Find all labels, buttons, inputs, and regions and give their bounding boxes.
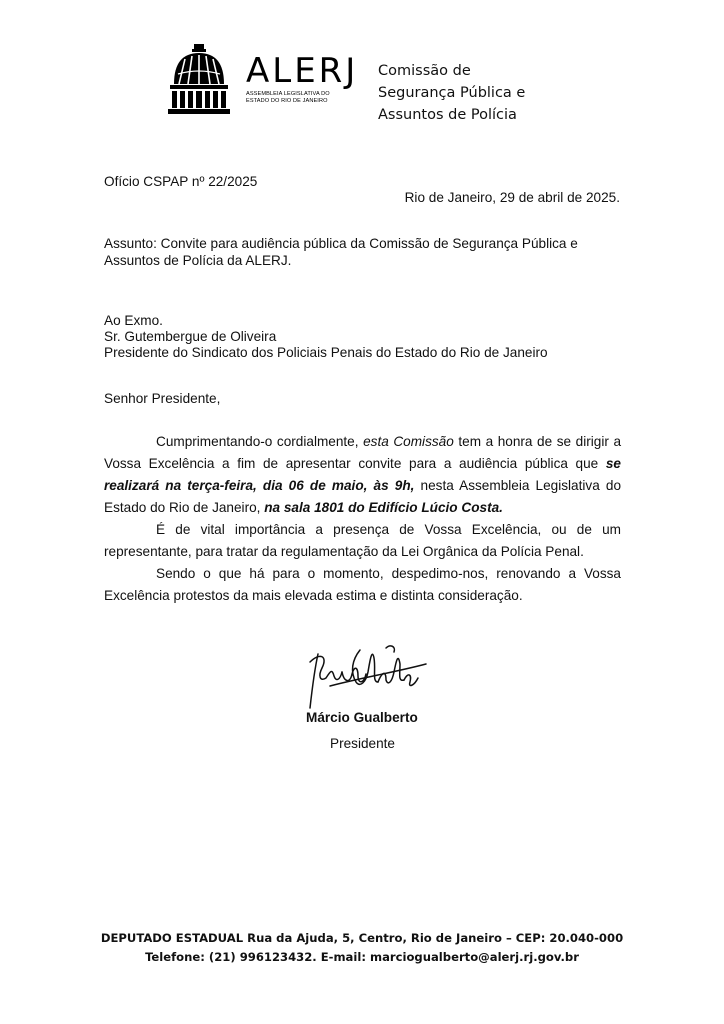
brand-block <box>246 51 359 105</box>
paragraph-closing: Sendo o que há para o momento, despedimo-nos, renovando a Vossa Excelência protestos da mais elevada estima e distinta consideração. <box>104 566 621 603</box>
salutation: Senhor Presidente, <box>104 391 221 406</box>
subject-line2: Assuntos de Polícia da ALERJ. <box>104 253 292 268</box>
office-reference: Ofício CSPAP nº 22/2025 <box>104 174 258 189</box>
paragraph-invitation <box>104 431 621 519</box>
handwritten-signature <box>300 642 428 716</box>
footer-address: DEPUTADO ESTADUAL Rua da Ajuda, 5, Centro, Rio de Janeiro – CEP: 20.040-000 <box>100 931 624 945</box>
commission-line3: Assuntos de Polícia <box>378 107 517 123</box>
date-line: Rio de Janeiro, 29 de abril de 2025. <box>404 190 620 205</box>
recipient-line2: Sr. Gutembergue de Oliveira <box>104 329 277 344</box>
brand-name: ALERJ <box>246 51 359 91</box>
p1-text-date: se realizará na terça-feira, dia 06 de maio, às 9h, <box>104 456 621 493</box>
alerj-dome-logo-icon <box>168 44 230 114</box>
p1-text-room: na sala 1801 do Edifício Lúcio Costa. <box>264 500 503 515</box>
recipient-line3: Presidente do Sindicato dos Policiais Penais do Estado do Rio de Janeiro <box>104 345 548 360</box>
p1-text-a: Cumprimentando-o cordialmente, <box>156 434 364 449</box>
commission-line2: Segurança Pública e <box>378 85 526 101</box>
signer-title: Presidente <box>330 736 395 751</box>
p1-text-e: nesta Assembleia Legislativa do Estado do Rio de Janeiro, <box>104 478 622 515</box>
signer-name: Márcio Gualberto <box>306 710 418 725</box>
commission-name <box>378 60 525 126</box>
commission-line1: Comissão de <box>378 63 471 79</box>
p1-text-commission: esta Comissão <box>363 434 454 449</box>
subject-line1: Assunto: Convite para audiência pública da Comissão de Segurança Pública e <box>104 236 578 251</box>
paragraph-importance: É de vital importância a presença de Vossa Excelência, ou de um representante, para tratar da regulamentação da Lei Orgânica da Polícia Penal. <box>104 522 621 559</box>
brand-subtitle-line2: ESTADO DO RIO DE JANEIRO <box>246 98 328 104</box>
letter-body <box>104 431 621 607</box>
recipient-line1: Ao Exmo. <box>104 313 163 328</box>
footer-contact: Telefone: (21) 996123432. E-mail: marciogualberto@alerj.rj.gov.br <box>145 950 579 964</box>
brand-subtitle-line1: ASSEMBLEIA LEGISLATIVA DO <box>246 91 330 97</box>
p1-text-c: tem a honra de se dirigir a Vossa Excelência a fim de apresentar convite para a audiência pública que <box>104 434 622 471</box>
